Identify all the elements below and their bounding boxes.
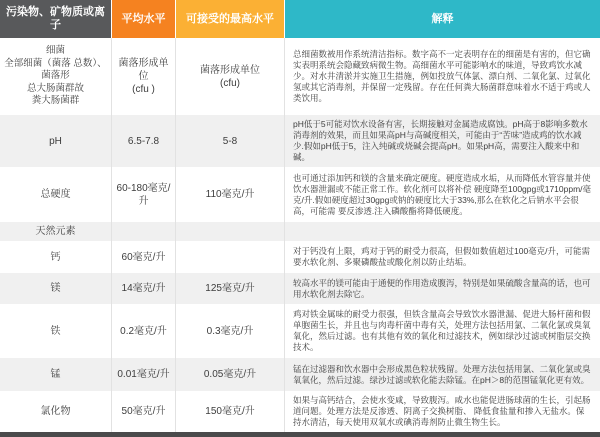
cell-average: 6.5-7.8 [112, 115, 176, 167]
cell-explanation: 较高水平的镁可能由于通便的作用造成腹泻，特别是如果硫酸含量高的话，也可用水软化剂去除它。 [293, 277, 591, 299]
column-header-explanation: 解释 [285, 0, 600, 38]
cell-name: pH [0, 115, 112, 167]
cell-explanation: 对于钙没有上限，鸡对于钙的耐受力很高，但假如数值超过100毫克/升，可能需要水软化剂、多聚磷酸盐或酸化剂以防止结垢。 [293, 246, 591, 267]
cell-max: 0.3毫克/升 [176, 304, 285, 358]
table-row-iron [0, 304, 600, 358]
empty-cell [112, 222, 176, 241]
cell-average: 60-180毫克/升 [112, 167, 176, 222]
cell-name: 镁 [0, 273, 112, 304]
cell-max: 0.05毫克/升 [176, 358, 285, 391]
cell-name: 钙 [0, 241, 112, 273]
table-row-magnesium [0, 273, 600, 304]
cell-explanation: 鸡对铁金属味的耐受力很强，但铁含量高会导致饮水器泄漏、促进大肠杆菌和假单胞菌生长，并且也与肉毒杆菌中毒有关，处理方法包括用氯、二氧化氯或臭氧氧化，然后过滤。也有其他有效的氧化和过滤技术，例如绿沙过滤或树脂层交换技术。 [293, 309, 591, 352]
column-header-max-acceptable-level: 可接受的最高水平 [176, 0, 285, 38]
cell-max [176, 241, 285, 273]
cell-max: 125毫克/升 [176, 273, 285, 304]
cell-explanation: 如果与高钙结合，会使水变咸，导致腹泻。咸水也能促进肠球菌的生长，引起肠道问题。处理方法是反渗透、阴离子交换树脂、 降低食盐量和掺入无盐水。保持水清洁，每天使用双氧水或碘消毒剂防止微生物生长。 [293, 395, 591, 427]
cell-max: 110毫克/升 [176, 167, 285, 222]
cell-max: 5-8 [176, 115, 285, 167]
empty-cell [285, 222, 600, 241]
empty-cell [176, 222, 285, 241]
cell-explanation: 总细菌数被用作系统清洁指标。数字高不一定表明存在的细菌是有害的，但它确实表明系统会隐藏致病微生物。高细菌水平可能影响水的味道，导致鸡饮水减少。对水井清淤并实施卫生措施，例如投放气体氯、漂白剂、二氧化氯、过氧化氢或其它消毒剂，并保留一定残留。存在任何粪大肠菌群意味着水不适于鸡或人类饮用。 [293, 49, 591, 103]
table-row-total-hardness [0, 167, 600, 222]
column-header-contaminant: 污染物、矿物质或离子 [0, 0, 112, 38]
cell-name: 锰 [0, 358, 112, 391]
cell-explanation: 锰在过滤器和饮水器中会形成黑色粒状残留。处理方法包括用氯、二氧化氯或臭氧氧化，然后过滤。绿沙过滤或软化能去除锰。在pH＞8的范围锰氧化更有效。 [293, 363, 591, 385]
section-label: 天然元素 [0, 222, 112, 241]
cell-average: 0.01毫克/升 [112, 358, 176, 391]
cell-average: 60毫克/升 [112, 241, 176, 273]
cell-max: 菌落形成单位 (cfu) [176, 38, 285, 115]
cell-average: 0.2毫克/升 [112, 304, 176, 358]
table-bottom-border [0, 432, 600, 437]
cell-average: 50毫克/升 [112, 391, 176, 432]
cell-name: 总硬度 [0, 167, 112, 222]
cell-explanation: pH低于5可能对饮水设备有害，长期接触对金属造成腐蚀。pH高于8影响多数水消毒剂的效果，而且如果高pH与高碱度相关，可能由于“苦味”造成鸡的饮水减少.假如pH低于5，注入纯碱或烧碱会提高pH。如果pH高，需要注入酸来中和碱。 [293, 119, 588, 162]
table-row-manganese [0, 358, 600, 391]
cell-name: 氯化物 [0, 391, 112, 432]
table-row-calcium [0, 241, 600, 273]
cell-max: 150毫克/升 [176, 391, 285, 432]
cell-explanation: 也可通过添加钙和镁的含量来确定硬度。硬度造成水垢，从而降低水管容量并使饮水器泄漏或不能正常工作。软化剂可以将补偿 硬度降至100gpg或1710ppm/毫克/升.假如硬度超过30gpg或钠的硬度比大于33%,那么在软化之后钠水平会很高，可能需 要反渗透.注入磷酸酯将降低硬度。 [293, 172, 592, 216]
column-header-average-level: 平均水平 [112, 0, 176, 38]
cell-name: 细菌 全部细菌（菌落 总数）、 菌落形 总大肠菌群故 粪大肠菌群 [0, 38, 112, 115]
table-row-chloride [0, 391, 600, 432]
table-row-bacteria [0, 38, 600, 115]
table-row-ph [0, 115, 600, 167]
table-section-natural-elements [0, 222, 600, 241]
cell-average: 14毫克/升 [112, 273, 176, 304]
cell-average: 菌落形成单位 (cfu ) [112, 38, 176, 115]
cell-name: 铁 [0, 304, 112, 358]
table-header-row [0, 0, 600, 38]
